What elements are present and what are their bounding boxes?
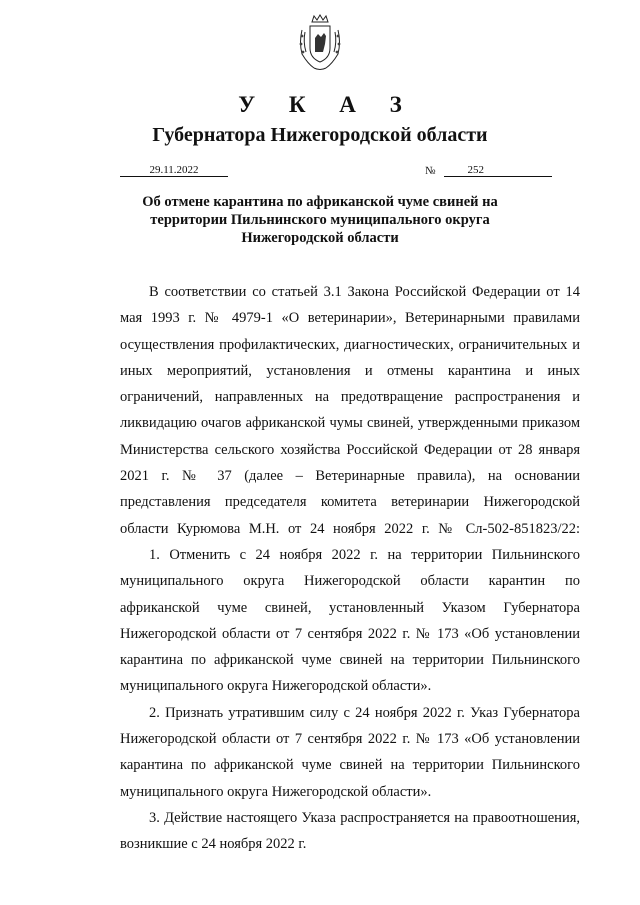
number-sign: № bbox=[425, 165, 436, 177]
document-date: 29.11.2022 bbox=[120, 164, 228, 177]
preamble-paragraph: В соответствии со статьей 3.1 Закона Российской Федерации от 14 мая 1993 г. № 4979-1 «О ветеринарии», Ветеринарными правилами осуществления профилактических, диагностических, ограничительных и иных мероприятий, установления и отмены карантина и иных ограничений, направленных на предотвращение распространения и ликвидацию очагов африканской чумы свиней, утвержденными приказом Министерства сельского хозяйства Российской Федерации от 28 января 2021 г. № 37 (далее – Ветеринарные правила), на основании представления председателя комитета ветеринарии Нижегородской области Курюмова М.Н. от 24 ноября 2022 г. № Сл-502-851823/22: bbox=[120, 284, 580, 537]
issuer-heading: Губернатора Нижегородской области bbox=[152, 124, 488, 146]
coat-of-arms-icon bbox=[298, 14, 342, 72]
document-number: 252 bbox=[444, 164, 552, 177]
clause-3-paragraph: 3. Действие настоящего Указа распространяется на правоотношения, возникшие с 24 ноября 2022 г. bbox=[120, 809, 580, 853]
document-number-row bbox=[425, 164, 552, 177]
clause-1-paragraph: 1. Отменить с 24 ноября 2022 г. на территории Пильнинского муниципального округа Нижегородской области карантин по африканской чуме свиней, установленный Указом Губернатора Нижегородской области от 7 сентября 2022 г. № 173 «Об установлении карантина по африканской чуме свиней на территории Пильнинского муниципального округа Нижегородской области». bbox=[120, 546, 580, 695]
document-body bbox=[120, 279, 580, 858]
document-title: Об отмене карантина по африканской чуме свиней на территории Пильнинского муниципального округа Нижегородской области bbox=[142, 194, 498, 246]
clause-2-paragraph: 2. Признать утратившим силу с 24 ноября 2022 г. Указ Губернатора Нижегородской области от 7 сентября 2022 г. № 173 «Об установлении карантина по африканской чуме свиней на территории Пильнинского муниципального округа Нижегородской области». bbox=[120, 704, 580, 800]
document-type-heading: У К А З bbox=[238, 92, 416, 117]
